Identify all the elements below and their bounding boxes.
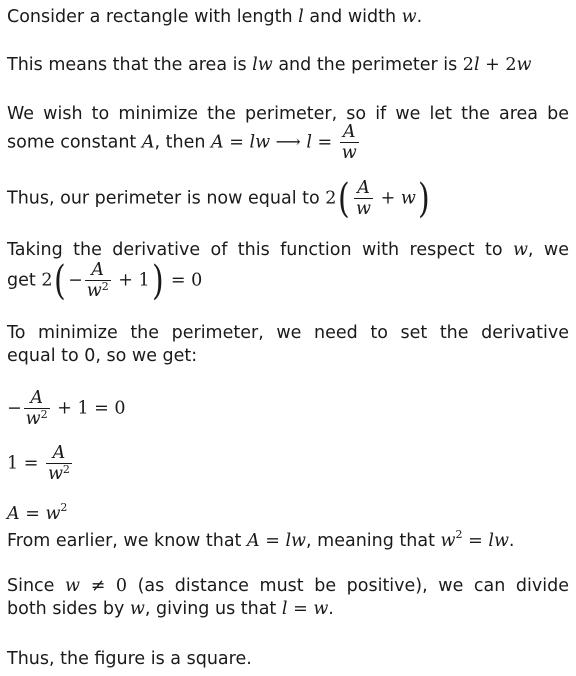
line-area-perimeter: This means that the area is lw and the perimeter is 2l + 2w [7,55,532,75]
line-rectangle-definition: Consider a rectangle with length l and width w. [7,7,423,27]
line-since-w-nonzero: Since w ≠ 0 (as distance must be positive), we can divide [7,576,569,596]
line-divide-both-sides: both sides by w, giving us that l = w. [7,599,334,619]
line-conclusion: Thus, the figure is a square. [7,649,252,669]
line-derivative-equation: get 2( − $\frac{A}{w^2}$ + 1) = 0 [7,257,203,304]
equation-A-equals-w-squared: $A = w^2$ [7,501,68,524]
line-set-derivative: To minimize the perimeter, we need to set the derivative [7,323,569,343]
fraction-A-over-w: $\frac{A}{w}$ [341,122,357,164]
line-derivative-intro: Taking the derivative of this function with respect to w, we [7,240,569,260]
line-minimize-intro: We wish to minimize the perimeter, so if we let the area be [7,104,569,124]
equation-negative-fraction: − $\frac{A}{w^2}$ + 1 = 0 [7,388,126,430]
equation-one-equals: 1 = $\frac{A}{w^2}$ [7,443,70,485]
line-constant-area: some constant A, then A = lw ⟶ l = $\frac{A}{w}$ [7,122,357,164]
line-perimeter-expression: Thus, our perimeter is now equal to 2( $\frac{A}{w}$ + w) [7,175,430,222]
line-from-earlier: From earlier, we know that A = lw, meaning that $w^2$ = lw. [7,528,515,551]
line-equal-zero: equal to 0, so we get: [7,346,198,366]
